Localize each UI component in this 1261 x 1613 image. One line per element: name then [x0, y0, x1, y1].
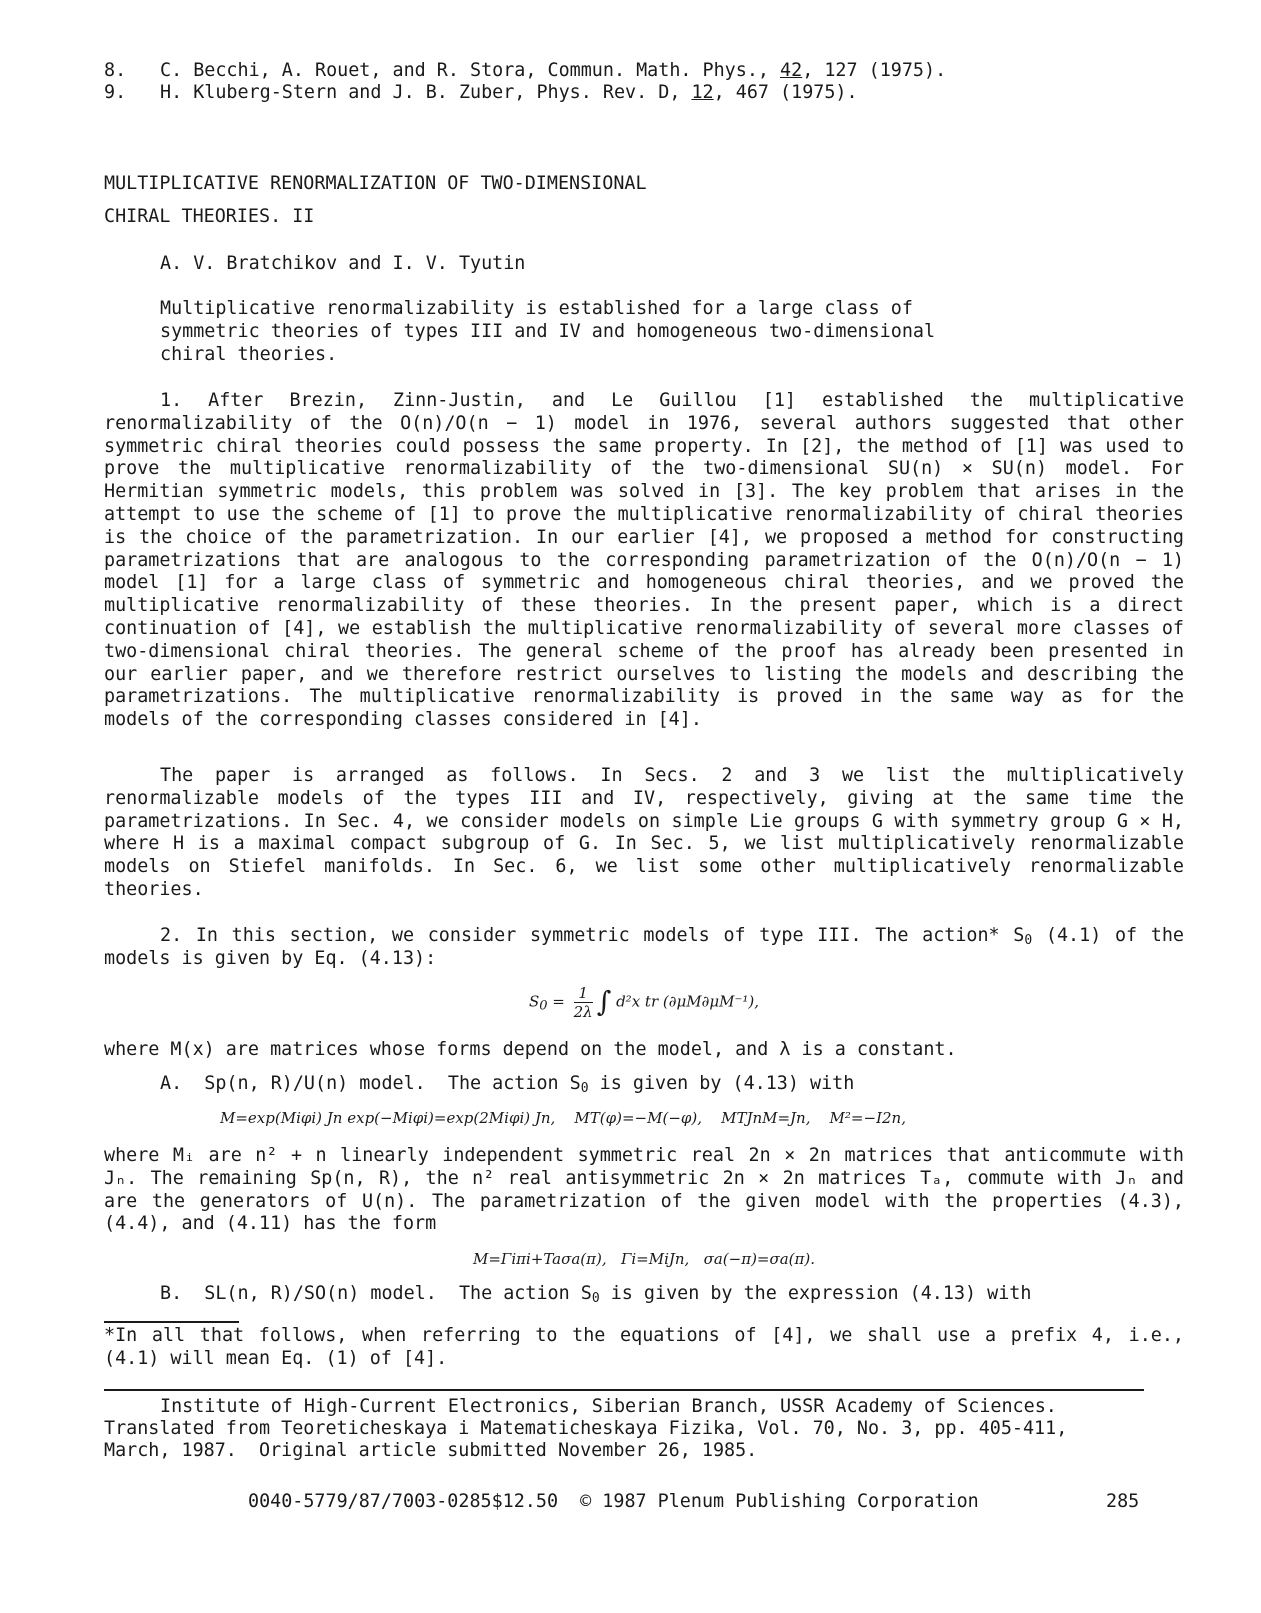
subscript: 0: [1024, 933, 1033, 948]
fraction: [574, 984, 593, 1021]
subscript: 0: [580, 1081, 589, 1096]
subscript: 0: [591, 1291, 600, 1306]
footnote-rule: [104, 1321, 239, 1323]
reference-text: C. Becchi, A. Rouet, and R. Stora, Commun. Math. Phys.,: [160, 60, 781, 81]
item-b-heading: [160, 1283, 1031, 1306]
reference-8: [104, 60, 946, 83]
footnote: *In all that follows, when referring to the equations of [4], we shall use a prefix 4, i.e., (4.1) will mean Eq. (1) of [4].: [104, 1325, 1184, 1369]
item-a-text: A. Sp(n, R)/U(n) model. The action S: [160, 1073, 581, 1094]
reference-number: 8.: [104, 60, 127, 81]
equation-parametrization: M=Γiπi+Taσa(π), Γi=MiJn, σa(−π)=σa(π).: [472, 1250, 816, 1268]
item-b-text: B. SL(n, R)/SO(n) model. The action S: [160, 1283, 592, 1304]
fraction-numerator: 1: [574, 984, 593, 1003]
affiliation-line-1: Institute of High-Current Electronics, Siberian Branch, USSR Academy of Sciences.: [160, 1396, 1057, 1417]
subscript: 0: [539, 998, 548, 1014]
arrangement-paragraph: The paper is arranged as follows. In Secs. 2 and 3 we list the multiplicatively renormalizable models of the types III and IV, respectively, giving at the same time the parametrizations. In Sec. 4, we consider models on simple Lie groups G with symmetry group G × H, where H is a maximal compact subgroup of G. In Sec. 5, we list multiplicatively renormalizable models on Stiefel manifolds. In Sec. 6, we list some other multiplicatively renormalizable theories.: [104, 765, 1184, 900]
equation-sp-model: M=exp(Miφi) Jn exp(−Miφi)=exp(2Miφi) Jn, MT(φ)=−M(−φ), MTJnM=Jn, M²=−I2n,: [220, 1109, 906, 1127]
affiliation-line-2: Translated from Teoreticheskaya i Matematicheskaya Fizika, Vol. 70, No. 3, pp. 405-411,: [104, 1418, 1068, 1439]
article-abstract: Multiplicative renormalizability is established for a large class of symmetric theories of types III and IV and homogeneous two-dimensional chiral theories.: [160, 298, 936, 365]
page-number: 285: [1106, 1491, 1140, 1512]
section-2-text-cont: (4.1) of the models is given by Eq. (4.13):: [104, 925, 1184, 969]
equation-action: $S_0$ = $\frac{1}{2\lambda}$ ∫ d²x tr (∂μM∂μM⁻¹),: [528, 984, 760, 1021]
reference-text: H. Kluberg-Stern and J. B. Zuber, Phys. Rev. D,: [160, 82, 692, 103]
section-1-paragraph: 1. After Brezin, Zinn-Justin, and Le Guillou [1] established the multiplicative renormalizability of the O(n)/O(n − 1) model in 1976, several authors suggested that other symmetric chiral theories could possess the same property. In [2], the method of [1] was used to prove the multiplicative renormalizability of the two-dimensional SU(n) × SU(n) model. For Hermitian symmetric models, this problem was solved in [3]. The key problem that arises in the attempt to use the scheme of [1] to prove the multiplicative renormalizability of chiral theories is the choice of the parametrization. In our earlier [4], we proposed a method for constructing parametrizations that are analogous to the corresponding parametrization of the O(n)/O(n − 1) model [1] for a large class of symmetric and homogeneous chiral theories, and we proved the multiplicative renormalizability of these theories. In the present paper, which is a direct continuation of [4], we establish the multiplicative renormalizability of several more classes of two-dimensional chiral theories. The general scheme of the proof has already been presented in our earlier paper, and we therefore restrict ourselves to listing the models and describing the parametrizations. The multiplicative renormalizability is proved in the same way as for the models of the corresponding classes considered in [4].: [104, 390, 1184, 731]
item-a-heading: [160, 1073, 854, 1096]
section-2-paragraph: [104, 925, 1184, 971]
section-2-text: 2. In this section, we consider symmetric models of type III. The action* S: [160, 925, 1025, 946]
item-b-text-cont: is given by the expression (4.13) with: [599, 1283, 1032, 1304]
affiliation-rule: [104, 1389, 1144, 1391]
article-title-line-1: MULTIPLICATIVE RENORMALIZATION OF TWO-DIMENSIONAL: [104, 173, 647, 194]
reference-volume: 12: [691, 82, 714, 103]
equation-lhs: S: [528, 992, 540, 1011]
reference-tail: , 467 (1975).: [713, 82, 858, 103]
paragraph-generators: where Mᵢ are n² + n linearly independent symmetric real 2n × 2n matrices that anticommute with Jₙ. The remaining Sp(n, R), the n² real antisymmetric 2n × 2n matrices Tₐ, commute with Jₙ and are the generators of U(n). The parametrization of the given model with the properties (4.3), (4.4), and (4.11) has the form: [104, 1145, 1184, 1235]
integral-sign: ∫: [596, 985, 612, 1019]
reference-9: [104, 82, 858, 105]
reference-tail: , 127 (1975).: [802, 60, 947, 81]
reference-number: 9.: [104, 82, 127, 103]
equation-rhs: d²x tr (∂μM∂μM⁻¹),: [616, 992, 760, 1011]
article-title-line-2: CHIRAL THEORIES. II: [104, 206, 315, 227]
paragraph-where-M: where M(x) are matrices whose forms depend on the model, and λ is a constant.: [104, 1039, 957, 1060]
article-authors: A. V. Bratchikov and I. V. Tyutin: [160, 253, 526, 274]
affiliation-line-3: March, 1987. Original article submitted November 26, 1985.: [104, 1440, 758, 1461]
fraction-denominator: 2λ: [573, 1003, 593, 1021]
reference-volume: 42: [780, 60, 803, 81]
copyright-line: 0040-5779/87/7003-0285$12.50 © 1987 Plenum Publishing Corporation: [248, 1491, 979, 1512]
item-a-text-cont: is given by (4.13) with: [588, 1073, 855, 1094]
